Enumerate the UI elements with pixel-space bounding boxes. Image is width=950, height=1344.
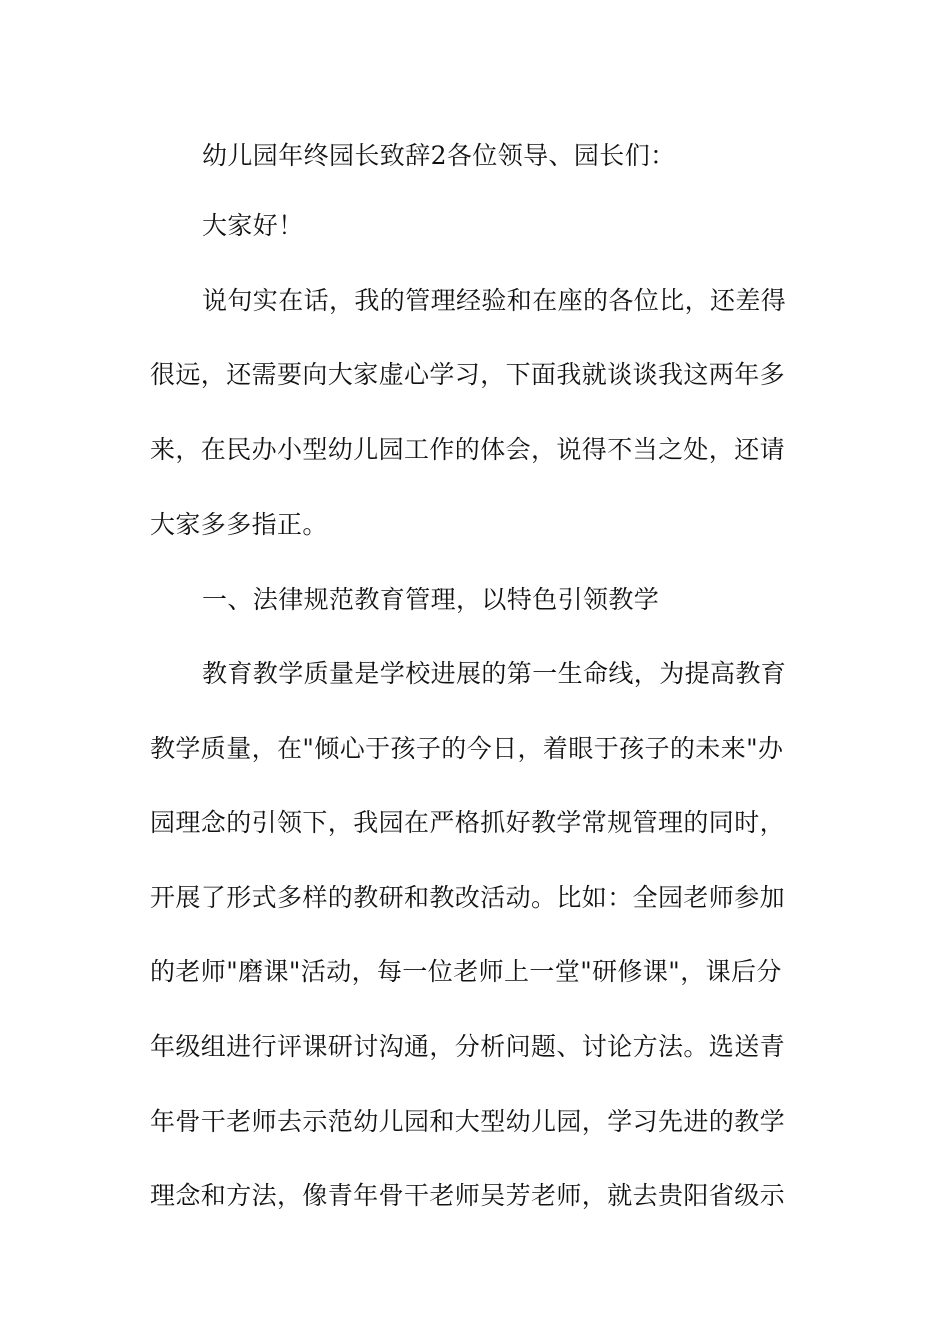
text-line-5: 来，在民办小型幼儿园工作的体会，说得不当之处，还请 <box>150 435 786 464</box>
section-heading: 一、法律规范教育管理，以特色引领教学 <box>202 585 660 614</box>
text-line-1: 幼儿园年终园长致辞2各位领导、园长们： <box>202 141 676 170</box>
text-line-6: 大家多多指正。 <box>150 510 328 539</box>
text-line-2: 大家好！ <box>202 211 304 240</box>
text-line-12: 的老师"磨课"活动，每一位老师上一堂"研修课"，课后分 <box>150 957 782 986</box>
text-line-13: 年级组进行评课研讨沟通，分析问题、讨论方法。选送青 <box>150 1032 786 1061</box>
text-line-10: 园理念的引领下，我园在严格抓好教学常规管理的同时， <box>150 808 786 837</box>
text-line-8: 教育教学质量是学校进展的第一生命线，为提高教育 <box>202 659 787 688</box>
text-line-3: 说句实在话，我的管理经验和在座的各位比，还差得 <box>202 286 787 315</box>
text-line-4: 很远，还需要向大家虚心学习，下面我就谈谈我这两年多 <box>150 360 786 389</box>
text-line-14: 年骨干老师去示范幼儿园和大型幼儿园，学习先进的教学 <box>150 1107 786 1136</box>
text-line-15: 理念和方法，像青年骨干老师吴芳老师，就去贵阳省级示 <box>150 1181 786 1210</box>
text-line-9: 教学质量，在"倾心于孩子的今日，着眼于孩子的未来"办 <box>150 734 784 763</box>
text-line-11: 开展了形式多样的教研和教改活动。比如：全园老师参加 <box>150 883 786 912</box>
